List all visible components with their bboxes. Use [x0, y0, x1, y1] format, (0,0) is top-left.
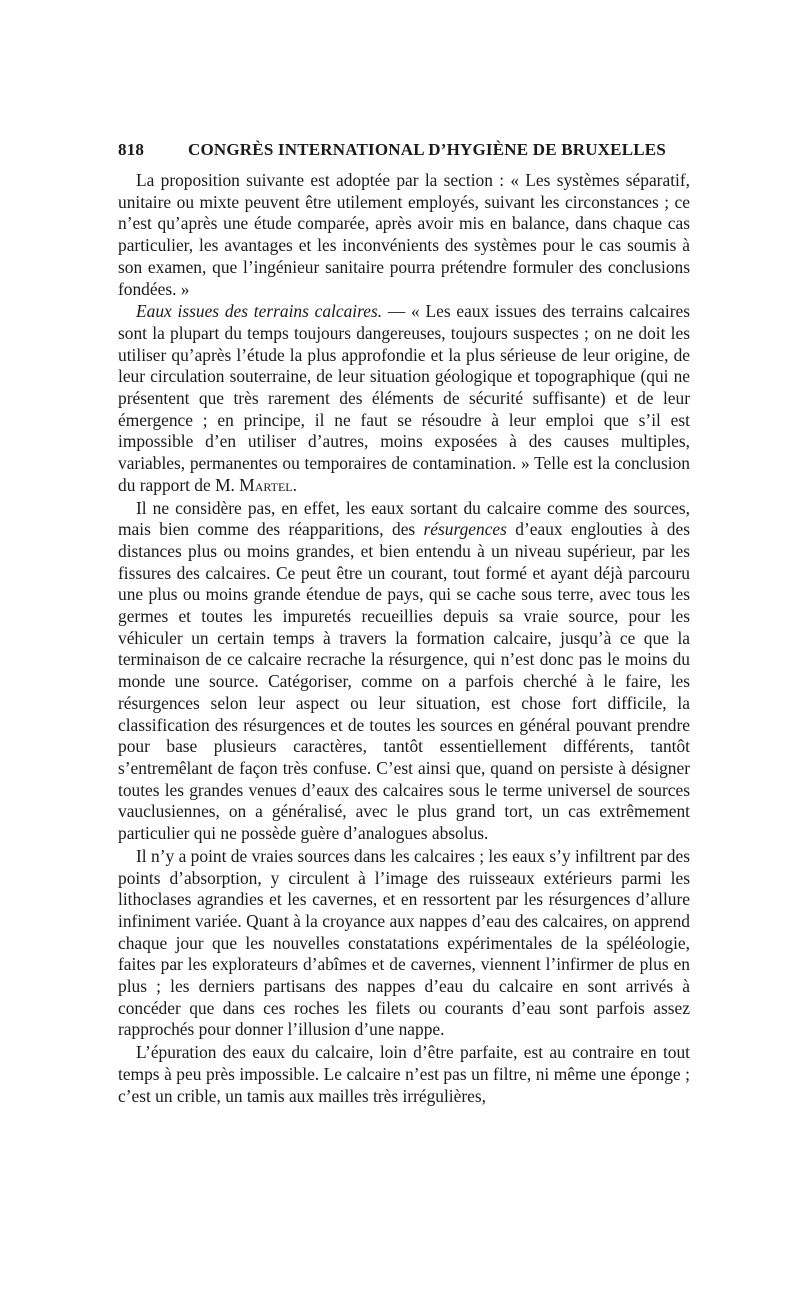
section-heading: Eaux issues des terrains calcaires.	[136, 301, 383, 322]
no-true-sources-text: Il n’y a point de vraies sources dans les calcaires ; les eaux s’y infiltrent par des points d’absorption, y circulent à l’image des ruisseaux extérieurs parmi les lithoclases agrandies et les cavernes, et en ressortent par les résurgences d’allure infiniment variée. Quant à la croyance aux nappes d’eau des calcaires, on apprend chaque jour que les nouvelles constatations expérimentales de la spéléologie, faites par les explorateurs d’abîmes et de cavernes, viennent l’infirmer de plus en plus ; les derniers partisans des nappes d’eau du calcaire en sont arrivés à concéder que dans ces roches les filets ou courants d’eau sont parfois assez rapprochés pour donner l’illusion d’une nappe.	[118, 845, 690, 1040]
conclusion-text: — « Les eaux issues des terrains calcaires sont la plupart du temps toujours dangereuses, toujours suspectes ; on ne doit les utiliser qu’après l’étude la plus approfondie et la plus sérieuse de leur origine, de leur circulation souterraine, de leur situation géologique et topographique (qui ne présentent que très rarement des éléments de sécurité suffisante) et de leur émergence ; en principe, il ne faut se résoudre à leur emploi que s’il est impossible d’en utiliser d’autres, moins exposées à des causes multiples, variables, permanentes ou temporaires de contamination. » Telle est la conclusion du rapport de	[118, 301, 690, 495]
resurgences-text-before: Il ne considère pas, en effet, les eaux sortant du calcaire comme des sources, mais bien comme des réapparitions, des	[118, 497, 690, 540]
author-name: M. Martel.	[215, 474, 297, 495]
page-number: 818	[118, 140, 145, 159]
paragraph-proposition	[118, 170, 690, 300]
purification-text: L’épuration des eaux du calcaire, loin d’être parfaite, est au contraire en tout temps à peu près impossible. Le calcaire n’est pas un filtre, ni même une éponge ; c’est un crible, un tamis aux mailles très irrégulières,	[118, 1042, 690, 1106]
book-page	[118, 140, 690, 1107]
running-title: CONGRÈS INTERNATIONAL D’HYGIÈNE DE BRUXELLES	[188, 140, 666, 159]
paragraph-no-true-sources	[118, 846, 690, 1041]
paragraph-resurgences	[118, 498, 690, 845]
paragraph-calcareous-waters	[118, 301, 690, 496]
resurgences-term: résurgences	[423, 519, 507, 540]
resurgences-text-after: d’eaux englouties à des distances plus ou moins grandes, et bien entendu à un niveau supérieur, par les fissures des calcaires. Ce peut être un courant, tout formé et ayant déjà parcouru une plus ou moins grande étendue de pays, qui se cache sous terre, avec tous les germes et toutes les impuretés recueillies depuis sa vraie source, pour les véhiculer un certain temps à travers la formation calcaire, jusqu’à ce que la terminaison de ce calcaire recrache la résurgence, qui n’est donc pas le moins du monde une source. Catégoriser, comme on a parfois cherché à le faire, les résurgences selon leur aspect ou leur situation, est chose fort difficile, la classification des résurgences et de toutes les sources en général pouvant prendre pour base plusieurs caractères, tantôt essentiellement différents, tantôt s’entremêlant de façon très confuse. C’est ainsi que, quand on persiste à désigner toutes les grandes venues d’eaux des calcaires sous le terme universel de sources vauclusiennes, on a généralisé, avec le plus grand tort, un cas extrêmement particulier qui ne possède guère d’analogues absolus.	[118, 519, 690, 844]
proposition-text: La proposition suivante est adoptée par la section : « Les systèmes séparatif, unitaire ou mixte peuvent être utilement employés, suivant les circonstances ; ce n’est qu’après une étude comparée, après avoir mis en balance, dans chaque cas particulier, les avantages et les inconvénients des systèmes pour le cas soumis à son examen, que l’ingénieur sanitaire pourra prétendre formuler des conclusions fondées. »	[118, 170, 690, 299]
page-header	[118, 140, 690, 160]
paragraph-purification	[118, 1042, 690, 1107]
body-text	[118, 170, 690, 1107]
